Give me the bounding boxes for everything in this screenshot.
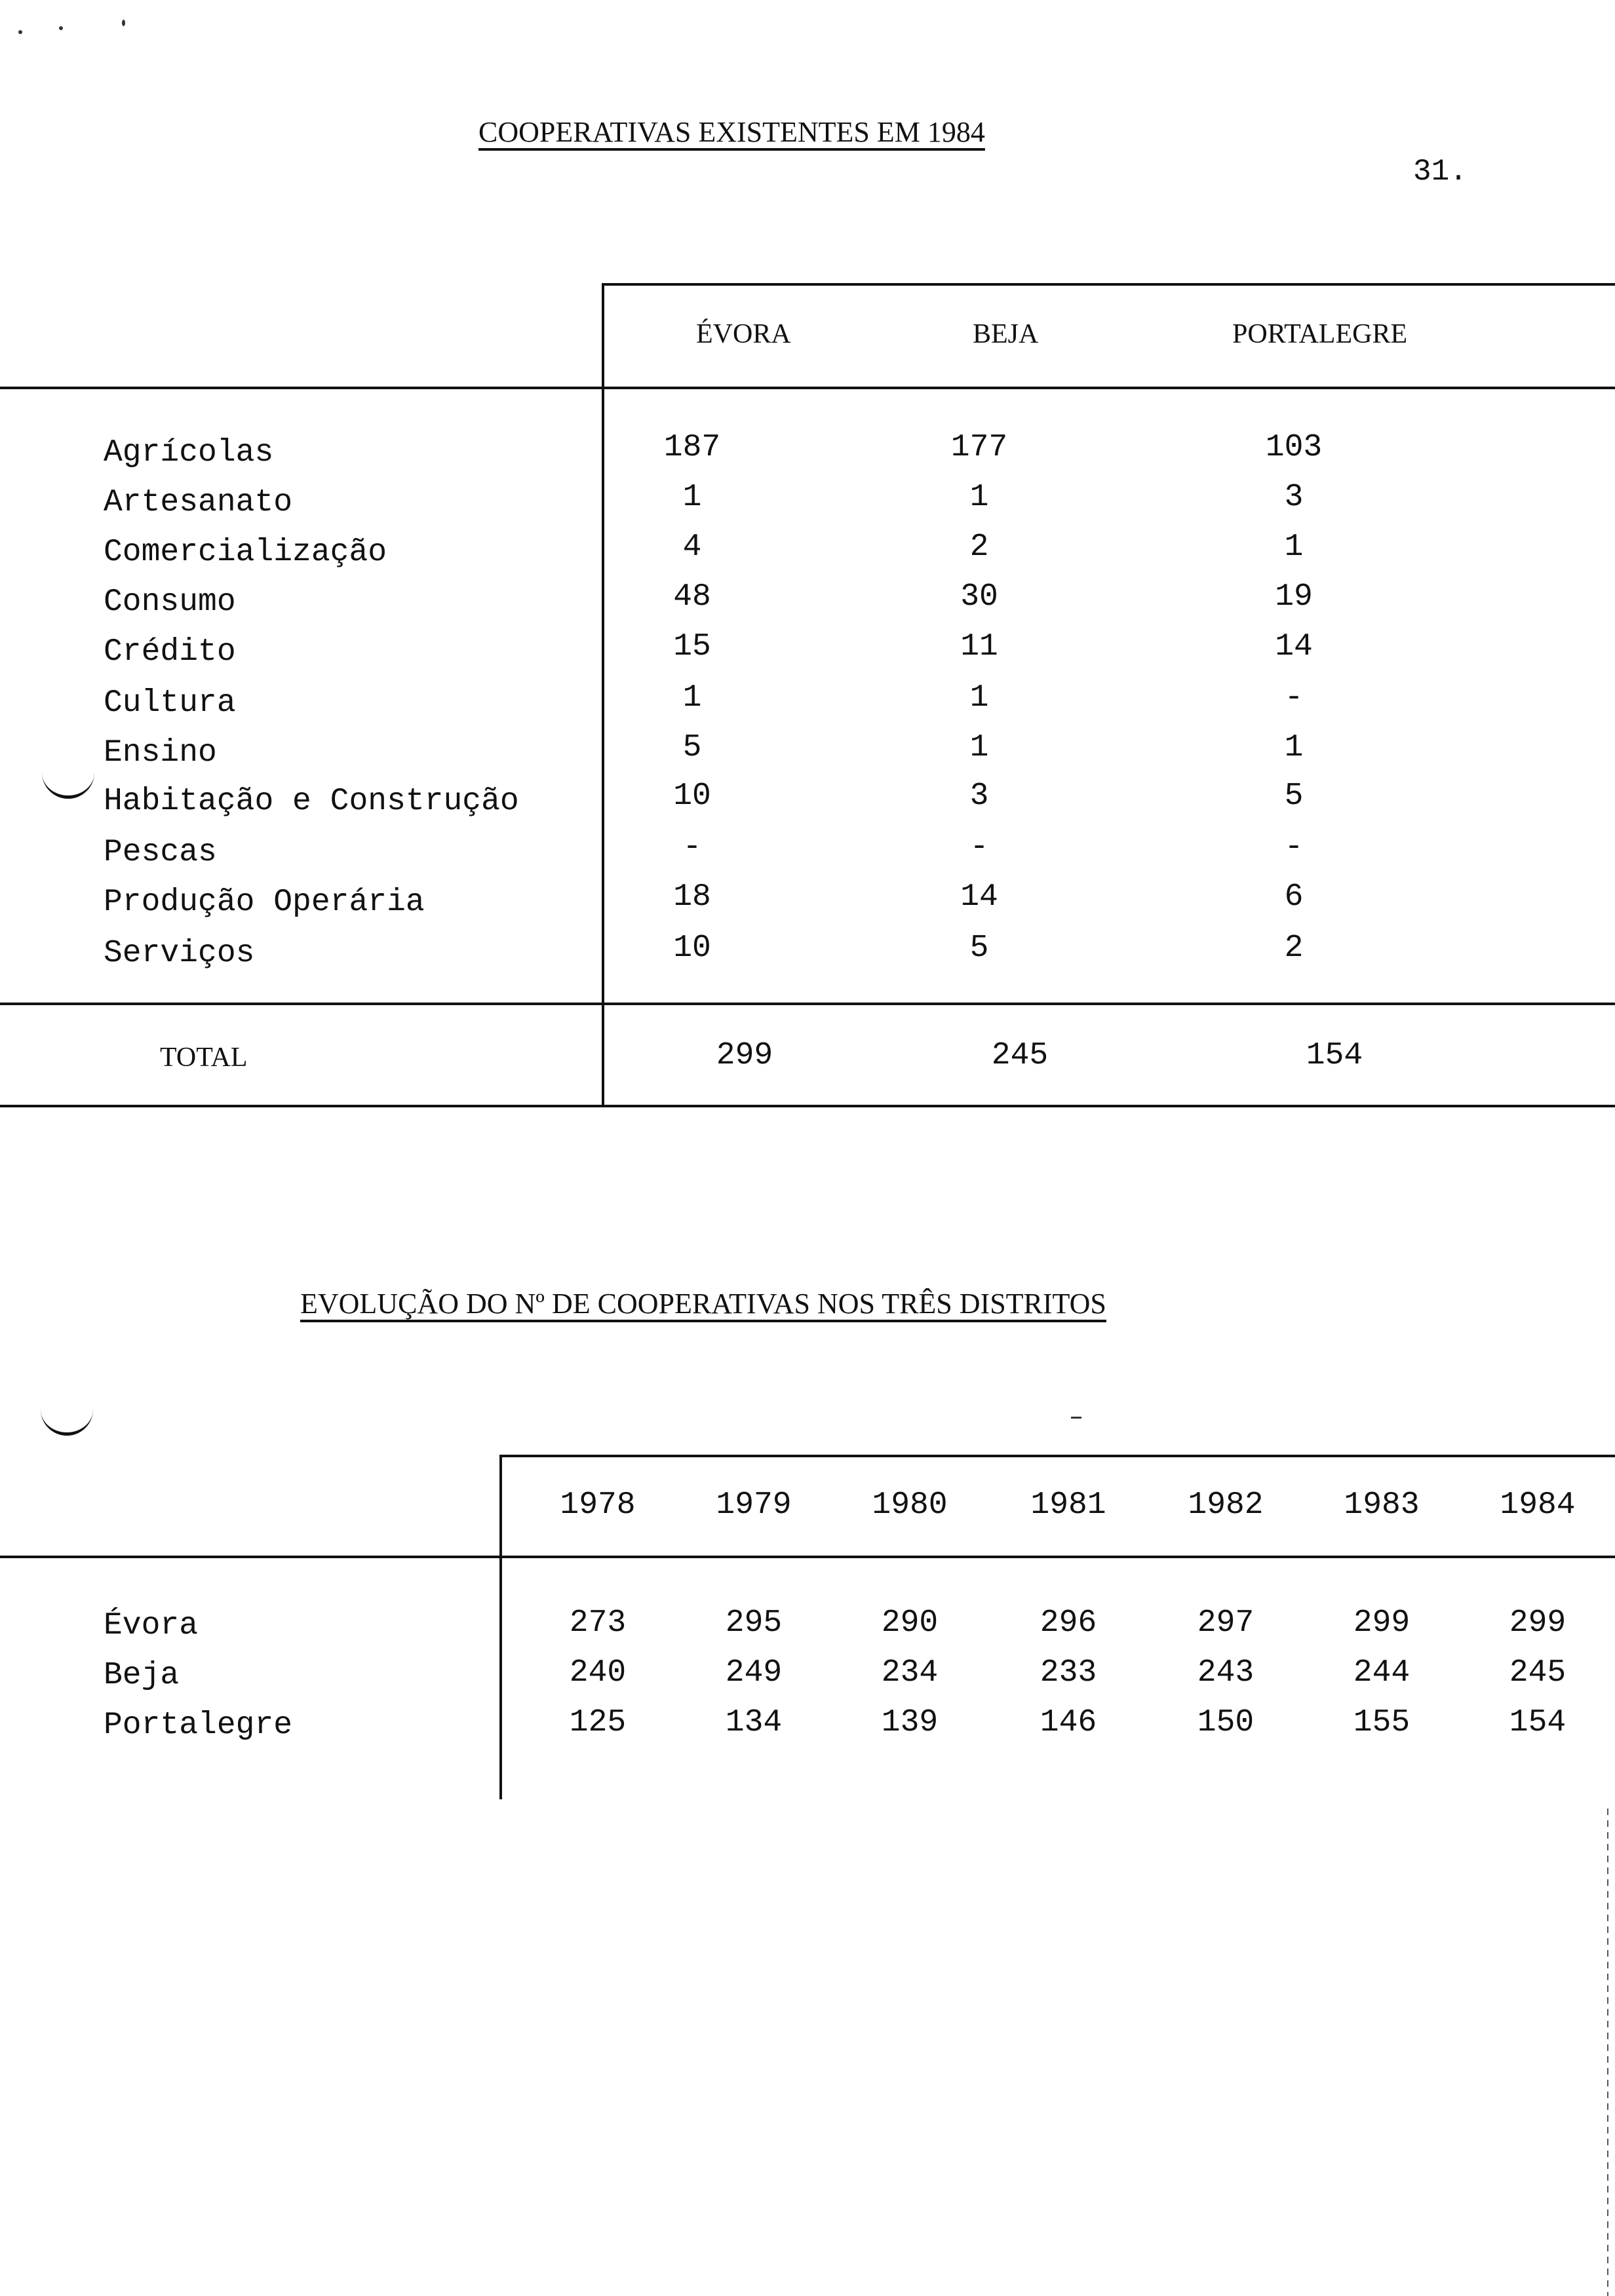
table1-cell: 177 (950, 430, 1008, 465)
table2-top-rule (501, 1455, 1615, 1457)
table2-cell: 249 (725, 1655, 783, 1691)
table1-row-label: Agrícolas (104, 435, 274, 470)
table2-cell: 240 (569, 1655, 627, 1691)
table2-cell: 134 (725, 1705, 783, 1740)
table2-cell: 154 (1509, 1705, 1566, 1740)
table1-cell: 6 (1284, 879, 1304, 915)
table2-cell: 150 (1197, 1705, 1255, 1740)
table2-cell: 146 (1040, 1705, 1097, 1740)
table2-col-year: 1978 (560, 1487, 636, 1523)
table1-cell: 1 (969, 730, 989, 765)
table1-cell: 1 (1284, 730, 1304, 765)
table2-title: EVOLUÇÃO DO Nº DE COOPERATIVAS NOS TRÊS DISTRITOS (300, 1288, 1106, 1320)
table2-cell: 296 (1040, 1605, 1097, 1641)
table2-cell: 297 (1197, 1605, 1255, 1641)
table2-col-year: 1979 (716, 1487, 792, 1523)
table1-row-label: Produção Operária (104, 885, 425, 920)
table1-cell: 1 (969, 480, 989, 515)
table1-cell: 10 (673, 778, 711, 814)
table1-cell: 2 (969, 529, 989, 565)
table1-cell: 1 (682, 480, 702, 515)
table1-cell: 187 (663, 430, 721, 465)
table1-row-label: Ensino (104, 735, 217, 771)
table1-cell: 30 (960, 579, 998, 615)
scan-speck (122, 20, 125, 26)
table1-cell: 5 (969, 930, 989, 966)
table1-cell: - (1284, 680, 1304, 716)
table2-column-divider (499, 1455, 502, 1799)
table1-total-portalegre: 154 (1306, 1038, 1363, 1073)
table1-row-label: Artesanato (104, 485, 293, 520)
table2-cell: 234 (881, 1655, 939, 1691)
table1-row-label: Cultura (104, 685, 236, 721)
table1-bottom-rule (0, 1105, 1615, 1107)
table1-cell: 5 (1284, 778, 1304, 814)
table1-total-rule (0, 1003, 1615, 1005)
table2-cell: 233 (1040, 1655, 1097, 1691)
table1-row-label: Comercialização (104, 535, 387, 570)
table1-col-evora: ÉVORA (696, 319, 791, 349)
scan-dash (1071, 1417, 1081, 1419)
handwritten-check-mark (42, 772, 94, 799)
scan-speck (59, 26, 63, 30)
table1-cell: 1 (969, 680, 989, 716)
table2-cell: 155 (1353, 1705, 1411, 1740)
table1-col-beja: BEJA (973, 319, 1039, 349)
table1-cell: - (1284, 830, 1304, 865)
table2-cell: 139 (881, 1705, 939, 1740)
table2-cell: 273 (569, 1605, 627, 1641)
table1-cell: 14 (1275, 629, 1313, 664)
table1-cell: 10 (673, 930, 711, 966)
table1-total-label: TOTAL (160, 1043, 248, 1073)
table1-cell: 11 (960, 629, 998, 664)
table1-cell: 1 (1284, 529, 1304, 565)
table1-row-label: Serviços (104, 936, 255, 971)
table2-col-year: 1984 (1500, 1487, 1576, 1523)
handwritten-check-mark (41, 1409, 93, 1436)
table2-row-label: Beja (104, 1658, 180, 1693)
table2-cell: 299 (1353, 1605, 1411, 1641)
table1-cell: 5 (682, 730, 702, 765)
table1-cell: 3 (1284, 480, 1304, 515)
scan-edge-line (1607, 1808, 1608, 2296)
table1-title: COOPERATIVAS EXISTENTES EM 1984 (478, 116, 985, 148)
table1-cell: 18 (673, 879, 711, 915)
table1-row-label: Crédito (104, 634, 236, 670)
table1-cell: 2 (1284, 930, 1304, 966)
table2-cell: 245 (1509, 1655, 1566, 1691)
table1-col-portalegre: PORTALEGRE (1232, 319, 1408, 349)
table1-cell: 3 (969, 778, 989, 814)
table2-row-label: Portalegre (104, 1708, 293, 1743)
table1-cell: - (682, 830, 702, 865)
table2-cell: 125 (569, 1705, 627, 1740)
table2-cell: 295 (725, 1605, 783, 1641)
table2-col-year: 1980 (872, 1487, 948, 1523)
table1-top-rule (603, 283, 1615, 286)
table1-row-label: Consumo (104, 584, 236, 620)
table2-cell: 244 (1353, 1655, 1411, 1691)
scan-speck (18, 30, 22, 34)
table1-cell: - (969, 830, 989, 865)
table1-cell: 14 (960, 879, 998, 915)
table2-header-rule (0, 1556, 1615, 1558)
table2-col-year: 1981 (1030, 1487, 1106, 1523)
table2-col-year: 1982 (1188, 1487, 1264, 1523)
table1-row-label: Pescas (104, 835, 217, 870)
table1-cell: 48 (673, 579, 711, 615)
table1-header-rule (0, 387, 1615, 389)
page-number: 31. (1413, 155, 1468, 189)
table1-cell: 19 (1275, 579, 1313, 615)
table1-total-beja: 245 (991, 1038, 1049, 1073)
table1-cell: 1 (682, 680, 702, 716)
table1-total-evora: 299 (716, 1038, 773, 1073)
table1-row-label: Habitação e Construção (104, 784, 519, 819)
table2-cell: 299 (1509, 1605, 1566, 1641)
table2-cell: 243 (1197, 1655, 1255, 1691)
table1-cell: 4 (682, 529, 702, 565)
table2-row-label: Évora (104, 1608, 199, 1643)
table1-cell: 15 (673, 629, 711, 664)
table1-column-divider (602, 283, 604, 1105)
table1-cell: 103 (1265, 430, 1323, 465)
table2-cell: 290 (881, 1605, 939, 1641)
table2-col-year: 1983 (1344, 1487, 1420, 1523)
